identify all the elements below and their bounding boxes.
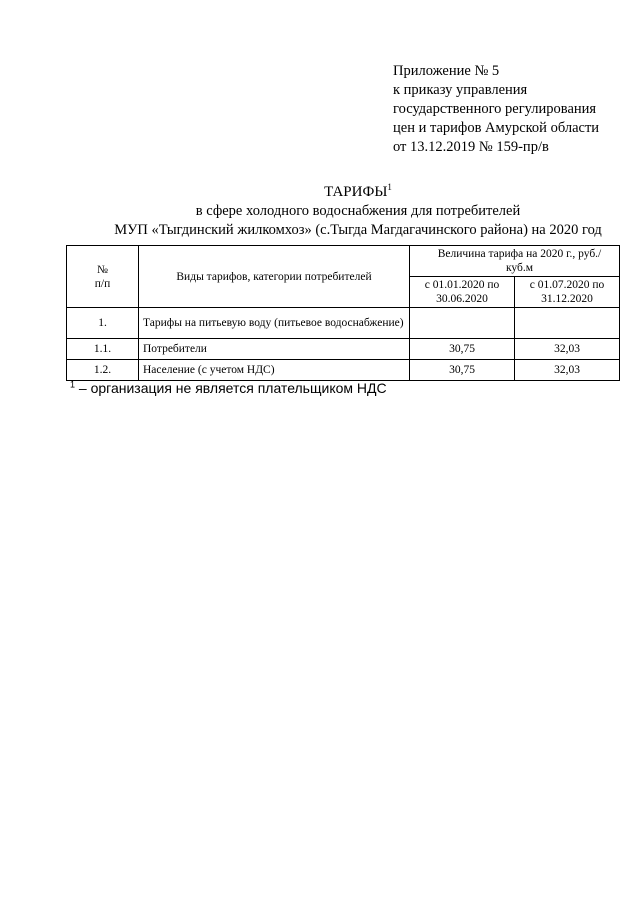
- header-period-1: с 01.01.2020 по 30.06.2020: [410, 277, 515, 308]
- appendix-line: к приказу управления: [393, 82, 528, 98]
- document-heading: [60, 183, 640, 240]
- cell-value-1: 30,75: [410, 339, 515, 360]
- document-title: [60, 183, 640, 202]
- cell-value-2: [515, 308, 620, 339]
- appendix-line: Приложение № 5: [393, 63, 500, 79]
- cell-type: Население (с учетом НДС): [139, 360, 410, 381]
- cell-num: 1.1.: [67, 339, 139, 360]
- appendix-block: [393, 62, 599, 157]
- document-subtitle-line: в сфере холодного водоснабжения для потребителей: [195, 203, 521, 219]
- cell-value-1: [410, 308, 515, 339]
- footnote-text: – организация не является плательщиком НДС: [75, 380, 387, 396]
- cell-value-1: 30,75: [410, 360, 515, 381]
- cell-type: Потребители: [139, 339, 410, 360]
- header-num: № п/п: [67, 246, 139, 308]
- cell-num: 1.: [67, 308, 139, 339]
- table-row: [67, 360, 620, 381]
- appendix-line: государственного регулирования: [393, 101, 597, 117]
- cell-type: Тарифы на питьевую воду (питьевое водоснабжение): [139, 308, 410, 339]
- footnote-mark: 1: [70, 379, 76, 390]
- table-row: [67, 308, 620, 339]
- header-value-group: Величина тарифа на 2020 г., руб./куб.м: [410, 246, 620, 277]
- cell-num: 1.2.: [67, 360, 139, 381]
- table-header-row: [67, 246, 620, 277]
- appendix-line: цен и тарифов Амурской области: [393, 120, 600, 136]
- cell-value-2: 32,03: [515, 339, 620, 360]
- title-text: ТАРИФЫ: [324, 184, 388, 200]
- title-footnote-mark: 1: [387, 182, 392, 192]
- header-type: Виды тарифов, категории потребителей: [139, 246, 410, 308]
- cell-value-2: 32,03: [515, 360, 620, 381]
- header-period-2: с 01.07.2020 по 31.12.2020: [515, 277, 620, 308]
- table-row: [67, 339, 620, 360]
- footnote: [70, 379, 387, 397]
- appendix-line: от 13.12.2019 № 159-пр/в: [393, 139, 549, 155]
- document-subtitle-line: МУП «Тыгдинский жилкомхоз» (с.Тыгда Магдагачинского района) на 2020 год: [114, 222, 602, 238]
- tariff-table: [66, 245, 620, 381]
